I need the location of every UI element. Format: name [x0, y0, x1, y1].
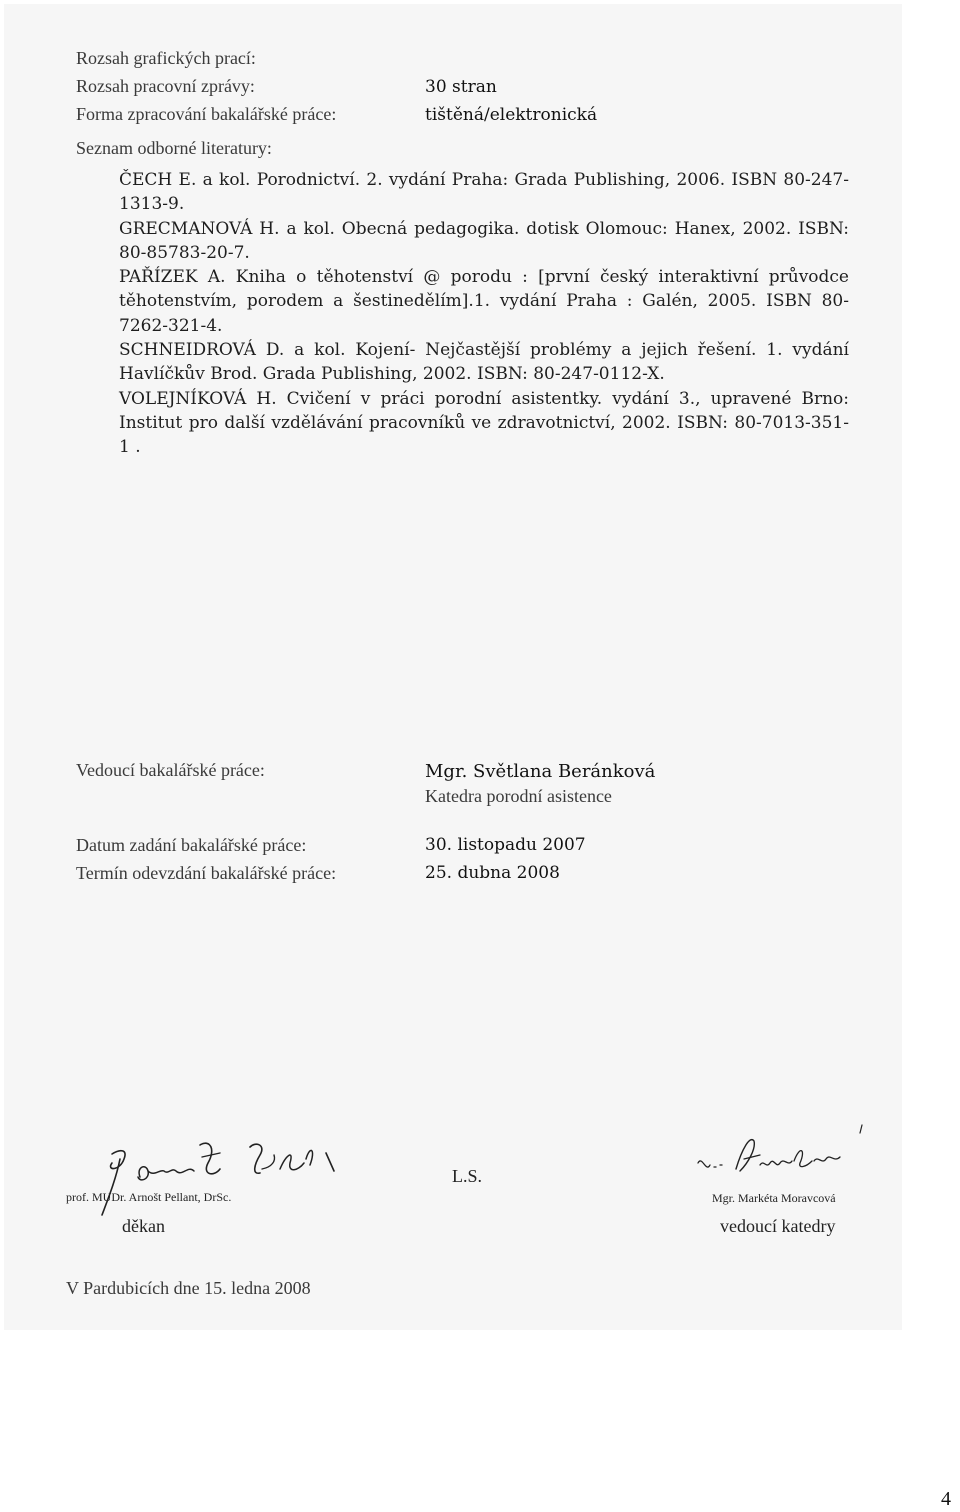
submission-date-label: Termín odevzdání bakalářské práce:	[76, 863, 337, 883]
thesis-form-label: Forma zpracování bakalářské práce:	[76, 104, 337, 124]
seal-mark: L.S.	[452, 1166, 483, 1186]
reference-item: SCHNEIDROVÁ D. a kol. Kojení- Nejčastější problémy a jejich řešení. 1. vydání Havlíčkův Brod. Grada Publishing, 2002. ISBN: 80-247-0112-X.	[119, 340, 849, 385]
supervisor-department: Katedra porodní asistence	[425, 786, 612, 806]
report-scope-value: 30 stran	[425, 77, 497, 97]
reference-item: GRECMANOVÁ H. a kol. Obecná pedagogika. dotisk Olomouc: Hanex, 2002. ISBN: 80-85783-20-7.	[119, 218, 849, 263]
graphics-scope-label: Rozsah grafických prací:	[76, 48, 256, 68]
report-scope-label: Rozsah pracovní zprávy:	[76, 76, 255, 96]
reference-item: VOLEJNÍKOVÁ H. Cvičení v práci porodní asistentky. vydání 3., upravené Brno: Institut pro další vzdělávání pracovníků ve zdravotnictví, 2002. ISBN: 80-7013-351-1 .	[119, 388, 849, 458]
head-title: vedoucí katedry	[720, 1216, 836, 1236]
assignment-date-label: Datum zadání bakalářské práce:	[76, 835, 307, 855]
reference-list	[119, 168, 849, 460]
reference-item: ČECH E. a kol. Porodnictví. 2. vydání Praha: Grada Publishing, 2006. ISBN 80-247-1313-9.	[119, 170, 849, 215]
reference-item: PAŘÍZEK A. Kniha o těhotenství @ porodu : [první český interaktivní průvodce těhotenstvím, porodem a šestinedělím].1. vydání Praha : Galén, 2005. ISBN 80-7262-321-4.	[119, 267, 849, 336]
dean-title: děkan	[122, 1216, 165, 1236]
dean-name: prof. MUDr. Arnošt Pellant, DrSc.	[66, 1190, 232, 1204]
place-date: V Pardubicích dne 15. ledna 2008	[66, 1278, 311, 1298]
supervisor-name: Mgr. Světlana Beránková	[425, 761, 656, 782]
assignment-date-value: 30. listopadu 2007	[425, 835, 586, 855]
document-page	[4, 4, 902, 1330]
head-signature	[694, 1119, 894, 1189]
literature-label: Seznam odborné literatury:	[76, 138, 272, 158]
supervisor-label: Vedoucí bakalářské práce:	[76, 760, 265, 780]
thesis-form-value: tištěná/elektronická	[425, 105, 598, 125]
head-name: Mgr. Markéta Moravcová	[712, 1191, 836, 1205]
page-number: 4	[941, 1488, 951, 1510]
submission-date-value: 25. dubna 2008	[425, 863, 560, 883]
